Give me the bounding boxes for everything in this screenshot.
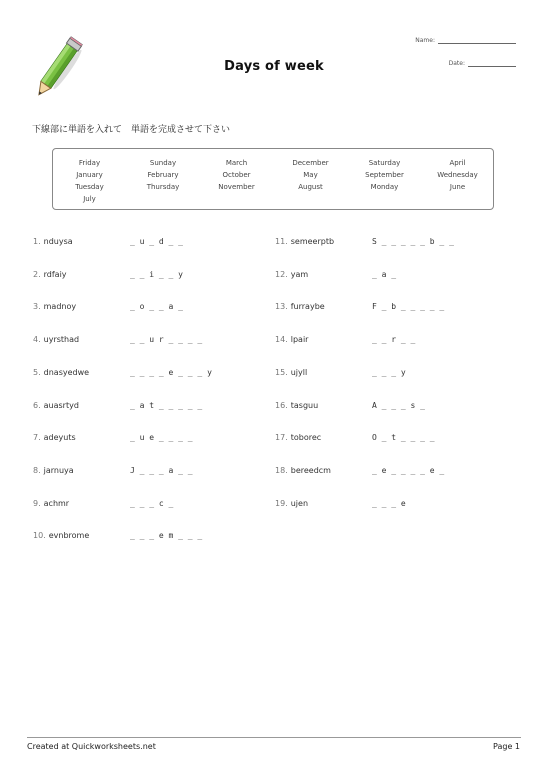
word-bank-item: June (449, 183, 466, 191)
word-bank-item: May (303, 171, 318, 179)
answer-blanks[interactable]: _ _ r _ _ (372, 335, 416, 345)
name-underline (438, 37, 516, 44)
name-label: Name: (415, 37, 435, 44)
scrambled-word: lpair (290, 335, 309, 345)
scrambled-word: bereedcm (290, 465, 331, 475)
answer-blanks[interactable]: _ u _ d _ _ (130, 237, 183, 246)
word-bank-item: Friday (78, 159, 101, 167)
exercise-item (33, 401, 79, 410)
answer-blanks[interactable]: _ _ _ c _ (130, 498, 174, 508)
footer-credit: Created at Quickworksheets.net (27, 742, 156, 751)
item-number: 19. (275, 498, 288, 508)
word-bank-box (52, 148, 494, 210)
answer-blanks[interactable]: _ _ u r _ _ _ _ (130, 335, 203, 345)
exercise-item (275, 237, 334, 246)
item-number: 8. (33, 465, 41, 475)
item-number: 4. (33, 335, 41, 345)
exercise-item (275, 270, 308, 279)
footer-divider (27, 737, 521, 738)
answer-blanks[interactable]: _ _ _ y (372, 367, 406, 377)
answer-blanks[interactable]: J _ _ _ a _ _ (130, 465, 193, 475)
scrambled-word: ujen (290, 498, 309, 508)
exercise-item (33, 466, 74, 475)
exercise-item (33, 368, 89, 377)
exercise-item (33, 531, 89, 540)
item-number: 16. (275, 400, 288, 410)
word-bank-item: August (298, 183, 323, 191)
word-bank-item: February (147, 171, 179, 179)
word-bank-item: Wednesday (437, 171, 478, 179)
word-bank-item: December (292, 159, 329, 167)
item-number: 2. (33, 269, 41, 279)
item-number: 17. (275, 433, 288, 443)
exercise-item (275, 401, 318, 410)
answer-blanks[interactable]: F _ b _ _ _ _ _ (372, 302, 445, 312)
word-bank-item: October (222, 171, 251, 179)
word-bank-item: Tuesday (75, 183, 104, 191)
scrambled-word: uyrsthad (43, 335, 80, 345)
answer-blanks[interactable]: _ a t _ _ _ _ _ (130, 400, 203, 410)
scrambled-word: yam (290, 269, 309, 279)
exercise-item (275, 466, 331, 475)
item-number: 10. (33, 531, 46, 541)
scrambled-word: achmr (43, 498, 70, 508)
scrambled-word: tasguu (290, 400, 319, 410)
answer-blanks[interactable]: O _ t _ _ _ _ (372, 433, 435, 443)
scrambled-word: dnasyedwe (43, 367, 90, 377)
word-bank-item: Saturday (368, 159, 401, 167)
scrambled-word: madnoy (43, 302, 77, 312)
scrambled-word: adeyuts (43, 433, 76, 443)
answer-blanks[interactable]: S _ _ _ _ _ b _ _ (372, 237, 454, 246)
page-title: Days of week (224, 59, 324, 74)
answer-blanks[interactable]: _ a _ (372, 269, 397, 279)
word-bank-item: November (218, 183, 255, 191)
scrambled-word: rdfaiy (43, 269, 67, 279)
exercise-item (33, 302, 76, 311)
scrambled-word: jarnuya (43, 465, 74, 475)
exercise-item (275, 335, 308, 344)
page-number: Page 1 (493, 742, 520, 751)
answer-blanks[interactable]: _ e _ _ _ _ e _ (372, 465, 445, 475)
exercise-item (275, 368, 307, 377)
item-number: 5. (33, 367, 41, 377)
answer-blanks[interactable]: _ _ _ _ e _ _ _ y (130, 367, 212, 377)
exercise-item (33, 270, 67, 279)
date-label: Date: (448, 60, 465, 67)
answer-blanks[interactable]: _ _ i _ _ y (130, 269, 183, 279)
scrambled-word: furraybe (290, 302, 325, 312)
scrambled-word: toborec (290, 433, 322, 443)
item-number: 11. (275, 237, 288, 246)
item-number: 6. (33, 400, 41, 410)
item-number: 15. (275, 367, 288, 377)
item-number: 13. (275, 302, 288, 312)
item-number: 3. (33, 302, 41, 312)
scrambled-word: ujyll (290, 367, 308, 377)
exercise-item (275, 302, 325, 311)
answer-blanks[interactable]: _ _ _ e (372, 498, 406, 508)
answer-blanks[interactable]: _ u e _ _ _ _ (130, 433, 193, 443)
exercise-item (33, 499, 69, 508)
item-number: 1. (33, 237, 41, 246)
word-bank-item: January (76, 171, 103, 179)
word-bank-item: Monday (370, 183, 399, 191)
word-bank-item: July (83, 195, 96, 203)
instruction-text: 下線部に単語を入れて 単語を完成させて下さい (32, 125, 231, 135)
scrambled-word: nduysa (43, 237, 73, 246)
word-bank-item: September (365, 171, 404, 179)
exercise-item (275, 433, 321, 442)
exercise-item (33, 335, 79, 344)
word-bank-item: March (225, 159, 248, 167)
item-number: 12. (275, 269, 288, 279)
name-field[interactable] (415, 37, 516, 44)
scrambled-word: semeerptb (290, 237, 335, 246)
item-number: 18. (275, 465, 288, 475)
item-number: 14. (275, 335, 288, 345)
word-bank-item: Thursday (146, 183, 180, 191)
exercise-item (275, 499, 308, 508)
exercise-item (33, 237, 73, 246)
answer-blanks[interactable]: _ o _ _ a _ (130, 302, 183, 312)
scrambled-word: evnbrome (48, 531, 90, 541)
scrambled-word: auasrtyd (43, 400, 79, 410)
answer-blanks[interactable]: _ _ _ e m _ _ _ (130, 531, 203, 541)
answer-blanks[interactable]: A _ _ _ s _ (372, 400, 425, 410)
item-number: 9. (33, 498, 41, 508)
word-bank-item: Sunday (149, 159, 177, 167)
exercise-item (33, 433, 76, 442)
item-number: 7. (33, 433, 41, 443)
word-bank-item: April (449, 159, 466, 167)
